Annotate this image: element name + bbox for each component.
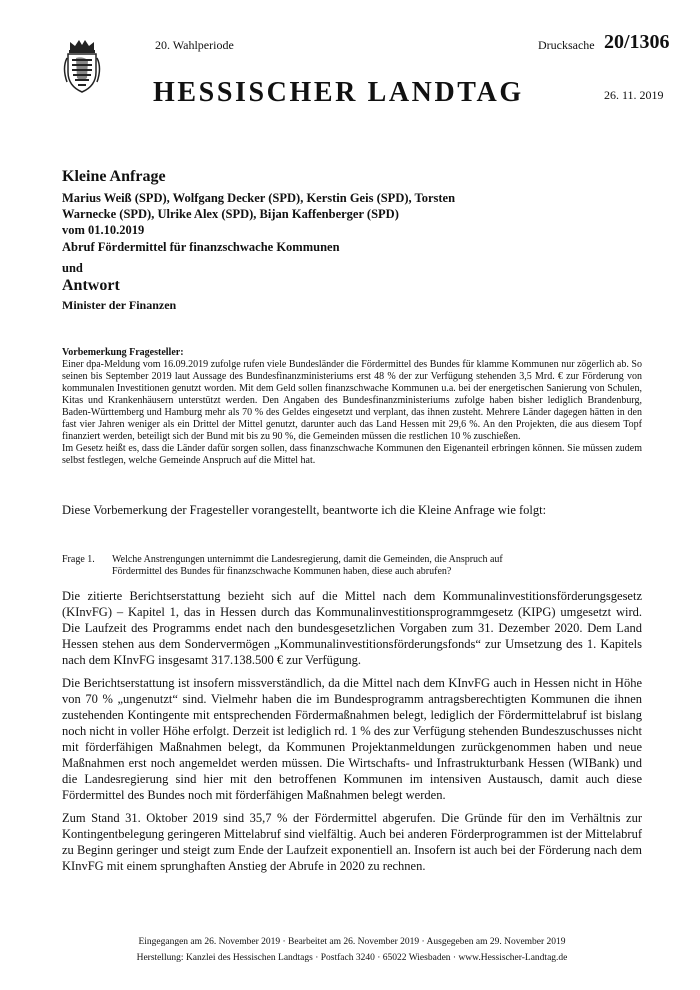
footer-publisher: Herstellung: Kanzlei des Hessischen Landtags · Postfach 3240 · 65022 Wiesbaden · www.Hessischer-Landtag.de [136, 953, 568, 963]
subject: Abruf Fördermittel für finanzschwache Kommunen [62, 240, 340, 254]
question-label: Frage 1. [62, 554, 95, 565]
wahlperiode: 20. Wahlperiode [155, 38, 234, 52]
answer-paragraph: Die Berichtserstattung ist insofern missverständlich, da die Mittel nach dem KInvFG auch in Hessen nicht in Höhe von 70 % „ungenutzt“ sind. Vielmehr haben die im Bundesprogramm antragsberechtigten Kommunen die ihnen zustehenden Kontingente mit entsprechenden Fördermaßnahmen belegt, lediglich der Fördermittelabruf ist bislang noch nicht in voller Höhe erfolgt. Derzeit ist lediglich rd. 1 % des zur Verfügung stehenden Bundeszuschusses nicht mit förderfähigen Maßnahmen belegt, da Kommunen Projektanmeldungen zurückgenommen haben und neue Maßnahmen erst noch angemeldet werden müssen. Die Wirtschafts- und Infrastrukturbank Hessen (WIBank) und die Landesregierung sind hier mit den betroffenen Kommunen im intensiven Austausch, damit auch diese Fördermittel des Bundes noch mit förderfähigen Maßnahmen belegt werden. [62, 676, 642, 802]
landtag-title: HESSISCHER LANDTAG [153, 77, 524, 108]
document-type-title: Kleine Anfrage [62, 168, 166, 185]
answer-paragraph: Zum Stand 31. Oktober 2019 sind 35,7 % der Fördermittel abgerufen. Die Gründe für den im Verhältnis zur Kontingentbelegung geringeren Mittelabruf sind vielfältig. Auch bei anderen Förderprogrammen ist der Mittelabruf zu Beginn geringer und steigt zum Ende der Laufzeit exponentiell an. Insofern ist auch bei der Förderung nach dem KInvFG mit einem sprunghaften Anstieg der Abrufe in 2020 zu rechnen. [62, 811, 642, 873]
vorbemerkung-heading: Vorbemerkung Fragesteller: [62, 347, 184, 358]
vorbemerkung-paragraph: Im Gesetz heißt es, dass die Länder dafür sorgen sollen, dass finanzschwache Kommunen den Eigenanteil erbringen können. Sie müssen zudem selbst festlegen, welche Gemeinde Anspruch auf die Mittel hat. [62, 443, 642, 466]
submission-date: vom 01.10.2019 [62, 223, 145, 237]
und-connector: und [62, 261, 83, 275]
vorbemerkung-paragraph: Einer dpa-Meldung vom 16.09.2019 zufolge rufen viele Bundesländer die Fördermittel des Bundes für klamme Kommunen nur zögerlich ab. So seinen bis September 2019 laut Aussage des Bundesfinanzministeriums erst 48 % der zur Verfügung stehenden 3,5 Mrd. € zur Förderung von kommunalen Investitionen genutzt worden. Mit dem Geld sollen finanzschwache Kommunen u.a. bei der energetischen Sanierung von Schulen, Kitas und Krankenhäusern unterstützt werden. Den Angaben des Bundesfinanzministeriums zufolge haben bisher lediglich Brandenburg, Baden-Württemberg und Hamburg mehr als 70 % des Geldes eingesetzt und verplant, das ihnen zusteht. Mehrere Länder dagegen hätten in den fast vier Jahren weniger als ein Drittel der Mittel genutzt, darunter auch das Land Hessen mit 29,6 %. An den Projekten, die aus diesem Topf finanziert werden, beteiligt sich der Bund mit bis zu 90 %, die Gemeinden müssen die restlichen 10 % zuschießen. [62, 359, 642, 442]
drucksache-number: 20/1306 [604, 31, 670, 53]
vorbemerkung-body [62, 359, 642, 467]
answer-paragraph: Die zitierte Berichtserstattung bezieht sich auf die Mittel nach dem Kommunalinvestitionsförderungsgesetz (KInvFG) – Kapitel 1, das in Hessen durch das Kommunalinvestitionsprogrammgesetz (KIPG) umgesetzt wird. Die Laufzeit des Programms endet nach den bundesgesetzlichen Vorgaben zum 31. Dezember 2020. Dem Land Hessen stehen aus dem Sondervermögen „Kommunalinvestitionsförderungsfonds“ zur Umsetzung des 1. Kapitels nach dem KInvFG insgesamt 317.138.500 € zur Verfügung. [62, 589, 642, 667]
footer-dates: Eingegangen am 26. November 2019 · Bearbeitet am 26. November 2019 · Ausgegeben am 29. November 2019 [138, 937, 566, 947]
intro-paragraph: Diese Vorbemerkung der Fragesteller vorangestellt, beantworte ich die Kleine Anfrage wie folgt: [62, 503, 547, 517]
drucksache-label: Drucksache [538, 38, 595, 52]
question-text: Welche Anstrengungen unternimmt die Landesregierung, damit die Gemeinden, die Anspruch auf Fördermittel des Bundes für finanzschwache Kommunen haben, diese auch abrufen? [112, 554, 503, 577]
responding-minister: Minister der Finanzen [62, 298, 177, 312]
authors-block [62, 190, 502, 238]
hessen-crest-icon [62, 38, 102, 94]
answer-title: Antwort [62, 277, 120, 294]
authors: Marius Weiß (SPD), Wolfgang Decker (SPD), Kerstin Geis (SPD), Torsten Warnecke (SPD), Ulrike Alex (SPD), Bijan Kaffenberger (SPD) [62, 191, 456, 221]
document-date: 26. 11. 2019 [604, 88, 664, 102]
